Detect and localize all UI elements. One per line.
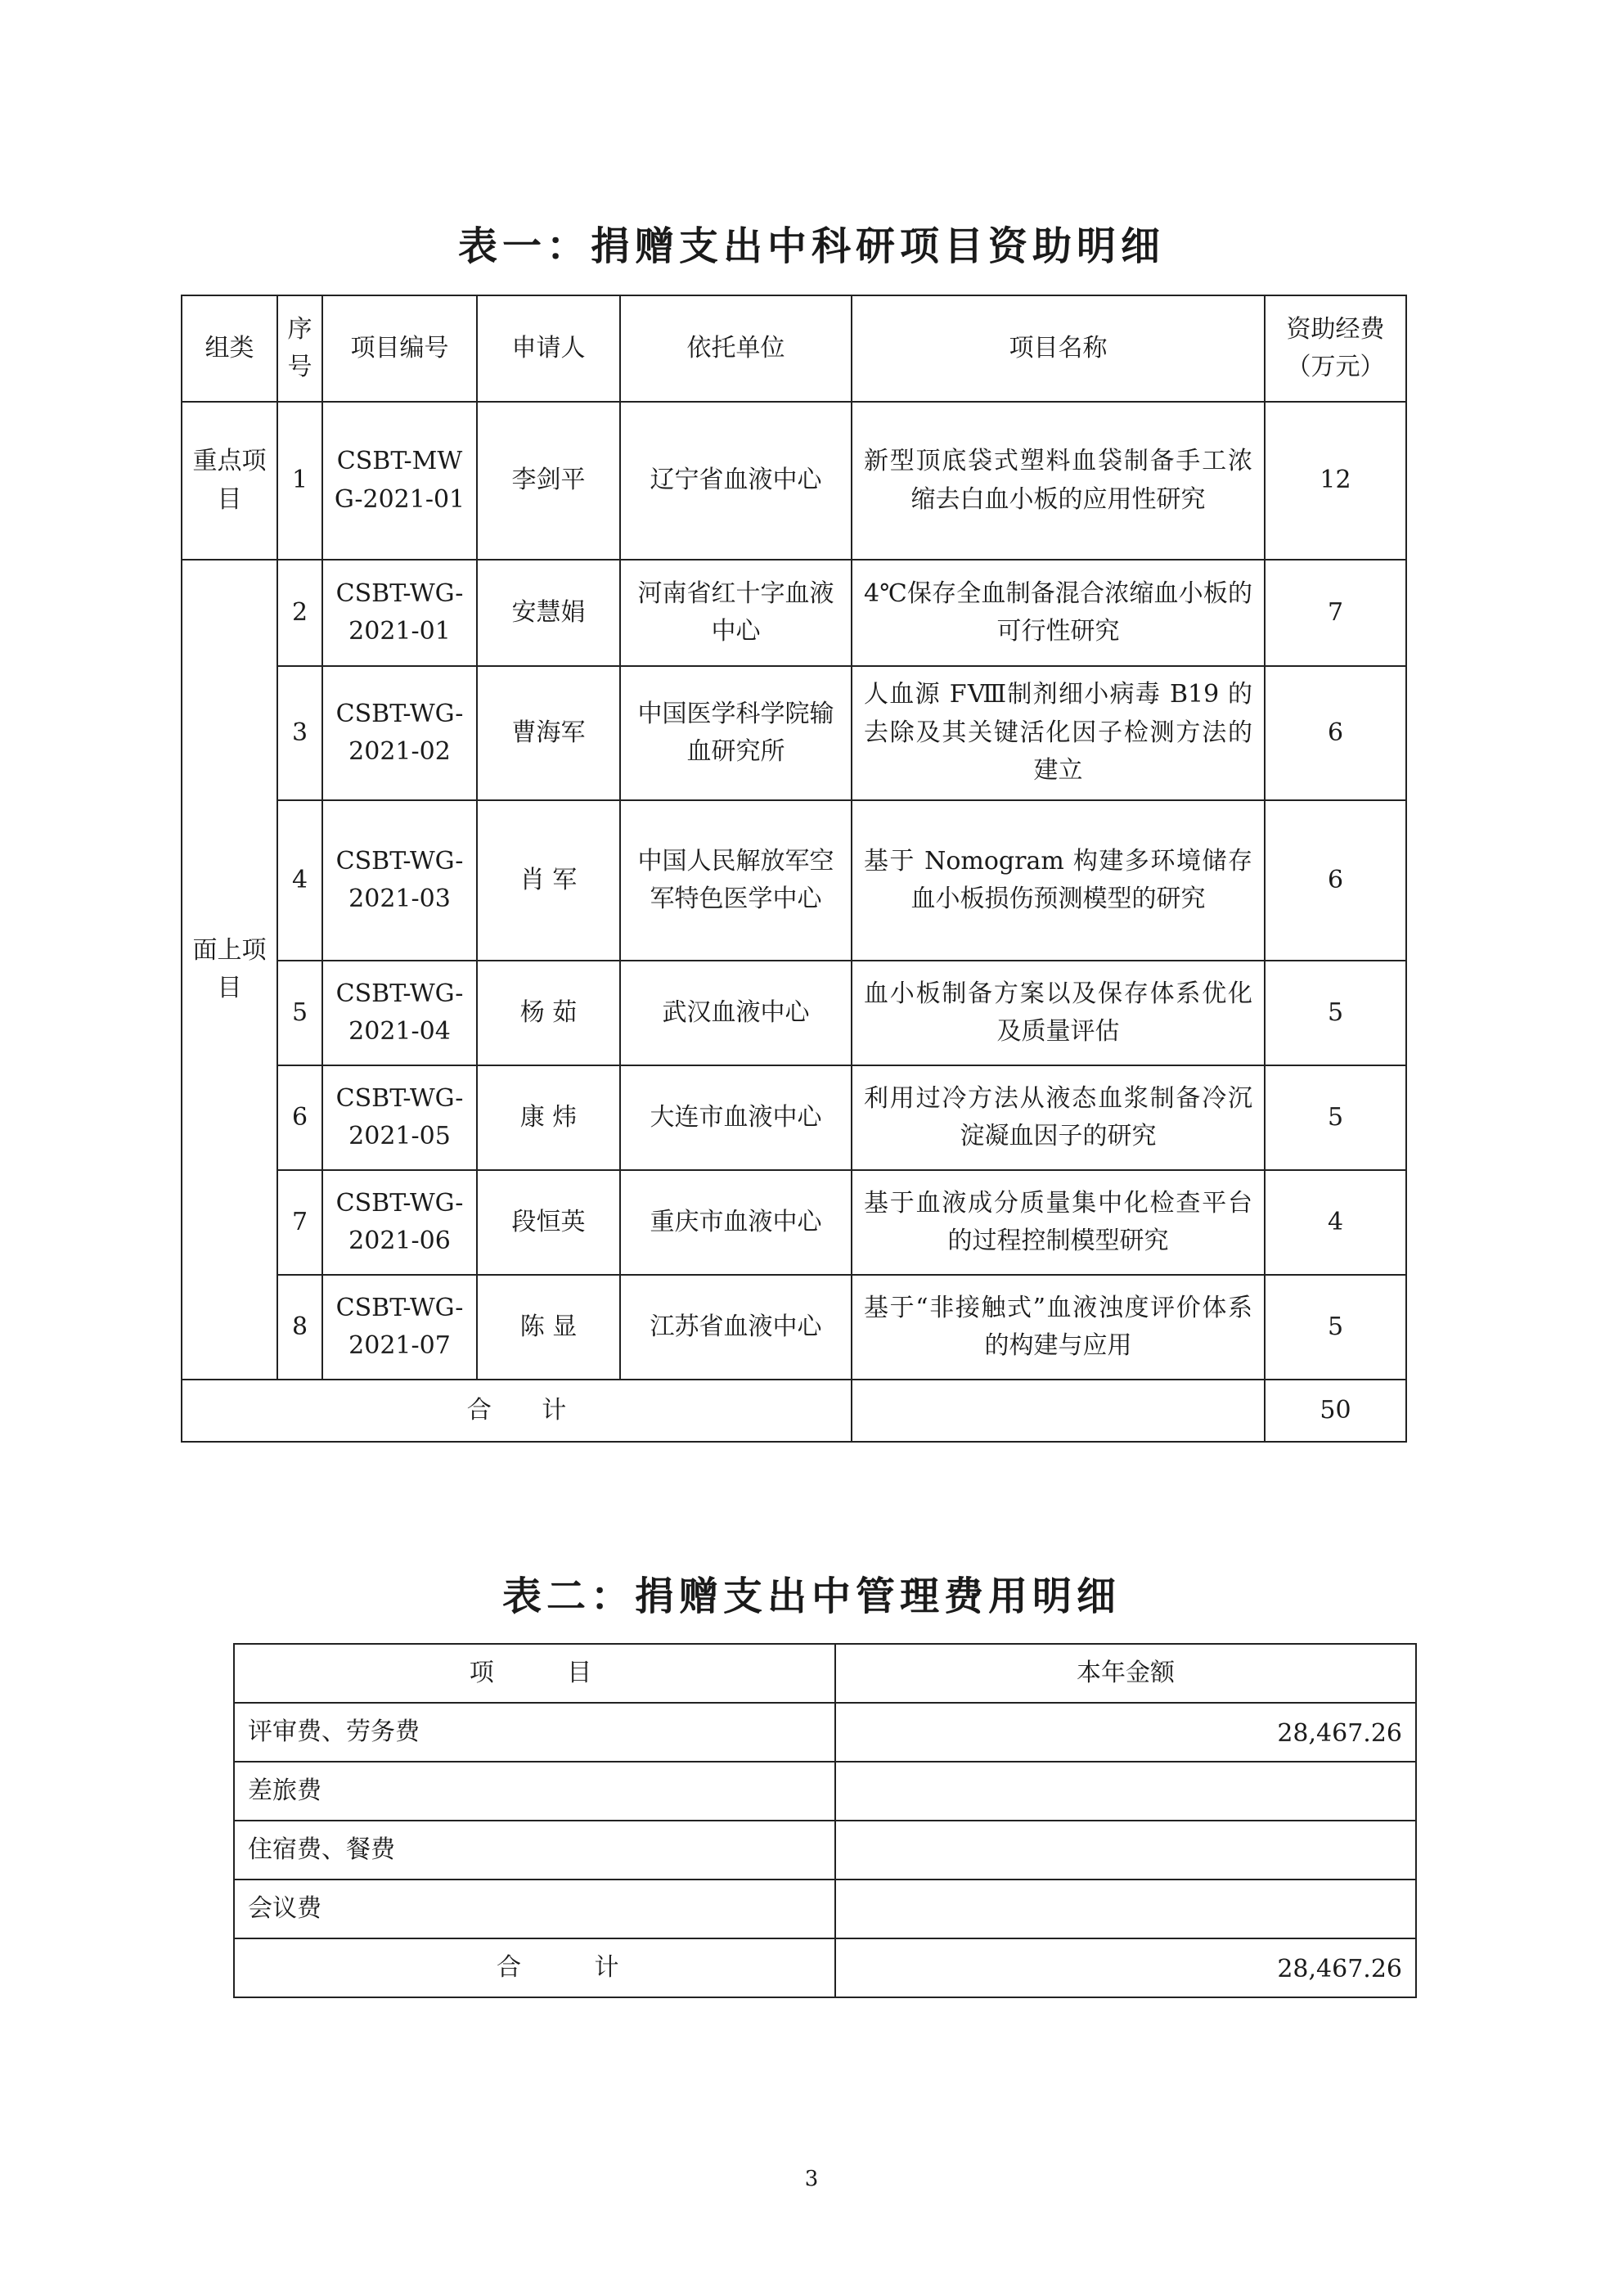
total-empty-cell xyxy=(852,1380,1265,1442)
row-seq: 6 xyxy=(277,1065,322,1170)
row-amount: 12 xyxy=(1265,402,1406,560)
row-applicant: 陈 显 xyxy=(477,1275,620,1380)
row-amount: 6 xyxy=(1265,800,1406,961)
row-project-name: 人血源 FⅧ制剂细小病毒 B19 的去除及其关键活化因子检测方法的建立 xyxy=(852,666,1265,800)
table-header-row xyxy=(182,295,1406,402)
row-project-name: 新型顶底袋式塑料血袋制备手工浓缩去白血小板的应用性研究 xyxy=(852,402,1265,560)
row-code: CSBT-WG-2021-05 xyxy=(322,1065,477,1170)
table-row xyxy=(234,1703,1416,1762)
row-unit: 大连市血液中心 xyxy=(620,1065,852,1170)
row-seq: 7 xyxy=(277,1170,322,1275)
table-row xyxy=(182,666,1406,800)
management-fee-table xyxy=(233,1643,1417,1998)
row-project-name: 基于“非接触式”血液浊度评价体系的构建与应用 xyxy=(852,1275,1265,1380)
row-code: CSBT-WG-2021-04 xyxy=(322,961,477,1065)
header-applicant: 申请人 xyxy=(477,295,620,402)
row-unit: 武汉血液中心 xyxy=(620,961,852,1065)
table-row xyxy=(234,1762,1416,1821)
total-amount: 28,467.26 xyxy=(835,1938,1416,1997)
row-unit: 河南省红十字血液中心 xyxy=(620,560,852,666)
row-amount xyxy=(835,1821,1416,1880)
header-amount: 本年金额 xyxy=(835,1644,1416,1703)
row-unit: 辽宁省血液中心 xyxy=(620,402,852,560)
header-code: 项目编号 xyxy=(322,295,477,402)
total-label: 合 计 xyxy=(182,1380,852,1442)
table-row xyxy=(182,1275,1406,1380)
row-amount: 4 xyxy=(1265,1170,1406,1275)
row-applicant: 段恒英 xyxy=(477,1170,620,1275)
table-row xyxy=(234,1821,1416,1880)
header-unit: 依托单位 xyxy=(620,295,852,402)
row-project-name: 血小板制备方案以及保存体系优化及质量评估 xyxy=(852,961,1265,1065)
row-code: CSBT-WG-2021-06 xyxy=(322,1170,477,1275)
row-code: CSBT-MWG-2021-01 xyxy=(322,402,477,560)
row-code: CSBT-WG-2021-03 xyxy=(322,800,477,961)
row-project-name: 4℃保存全血制备混合浓缩血小板的可行性研究 xyxy=(852,560,1265,666)
row-applicant: 曹海军 xyxy=(477,666,620,800)
row-seq: 2 xyxy=(277,560,322,666)
row-project-name: 利用过冷方法从液态血浆制备冷沉淀凝血因子的研究 xyxy=(852,1065,1265,1170)
row-amount: 5 xyxy=(1265,961,1406,1065)
row-code: CSBT-WG-2021-01 xyxy=(322,560,477,666)
row-amount xyxy=(835,1762,1416,1821)
row-unit: 重庆市血液中心 xyxy=(620,1170,852,1275)
total-row xyxy=(234,1938,1416,1997)
header-amount: 资助经费（万元） xyxy=(1265,295,1406,402)
row-project-name: 基于血液成分质量集中化检查平台的过程控制模型研究 xyxy=(852,1170,1265,1275)
row-code: CSBT-WG-2021-07 xyxy=(322,1275,477,1380)
group-general-label: 面上项目 xyxy=(182,560,277,1380)
header-group: 组类 xyxy=(182,295,277,402)
row-seq: 5 xyxy=(277,961,322,1065)
row-amount: 5 xyxy=(1265,1275,1406,1380)
row-item: 住宿费、餐费 xyxy=(234,1821,835,1880)
page-number: 3 xyxy=(804,2167,819,2191)
row-project-name: 基于 Nomogram 构建多环境储存血小板损伤预测模型的研究 xyxy=(852,800,1265,961)
row-item: 差旅费 xyxy=(234,1762,835,1821)
total-label: 合 计 xyxy=(234,1938,835,1997)
table-row xyxy=(182,560,1406,666)
table-row xyxy=(182,961,1406,1065)
header-seq: 序号 xyxy=(277,295,322,402)
row-unit: 中国医学科学院输血研究所 xyxy=(620,666,852,800)
row-amount: 5 xyxy=(1265,1065,1406,1170)
row-amount xyxy=(835,1880,1416,1938)
row-unit: 中国人民解放军空军特色医学中心 xyxy=(620,800,852,961)
row-applicant: 李剑平 xyxy=(477,402,620,560)
table-row xyxy=(234,1880,1416,1938)
header-item: 项 目 xyxy=(234,1644,835,1703)
row-applicant: 杨 茹 xyxy=(477,961,620,1065)
row-unit: 江苏省血液中心 xyxy=(620,1275,852,1380)
row-seq: 1 xyxy=(277,402,322,560)
funding-table xyxy=(181,295,1407,1443)
row-amount: 7 xyxy=(1265,560,1406,666)
table-row xyxy=(182,800,1406,961)
table-row xyxy=(182,1065,1406,1170)
row-code: CSBT-WG-2021-02 xyxy=(322,666,477,800)
table-row xyxy=(182,402,1406,560)
row-applicant: 康 炜 xyxy=(477,1065,620,1170)
row-applicant: 肖 军 xyxy=(477,800,620,961)
row-item: 会议费 xyxy=(234,1880,835,1938)
row-seq: 3 xyxy=(277,666,322,800)
row-item: 评审费、劳务费 xyxy=(234,1703,835,1762)
table2-title: 表二：捐赠支出中管理费用明细 xyxy=(501,1573,1121,1619)
row-amount: 28,467.26 xyxy=(835,1703,1416,1762)
row-amount: 6 xyxy=(1265,666,1406,800)
row-seq: 8 xyxy=(277,1275,322,1380)
row-applicant: 安慧娟 xyxy=(477,560,620,666)
total-row xyxy=(182,1380,1406,1442)
row-seq: 4 xyxy=(277,800,322,961)
table-row xyxy=(182,1170,1406,1275)
table-header-row xyxy=(234,1644,1416,1703)
table1-title: 表一：捐赠支出中科研项目资助明细 xyxy=(457,223,1165,269)
group-key-label: 重点项目 xyxy=(182,402,277,560)
header-project-name: 项目名称 xyxy=(852,295,1265,402)
total-amount: 50 xyxy=(1265,1380,1406,1442)
